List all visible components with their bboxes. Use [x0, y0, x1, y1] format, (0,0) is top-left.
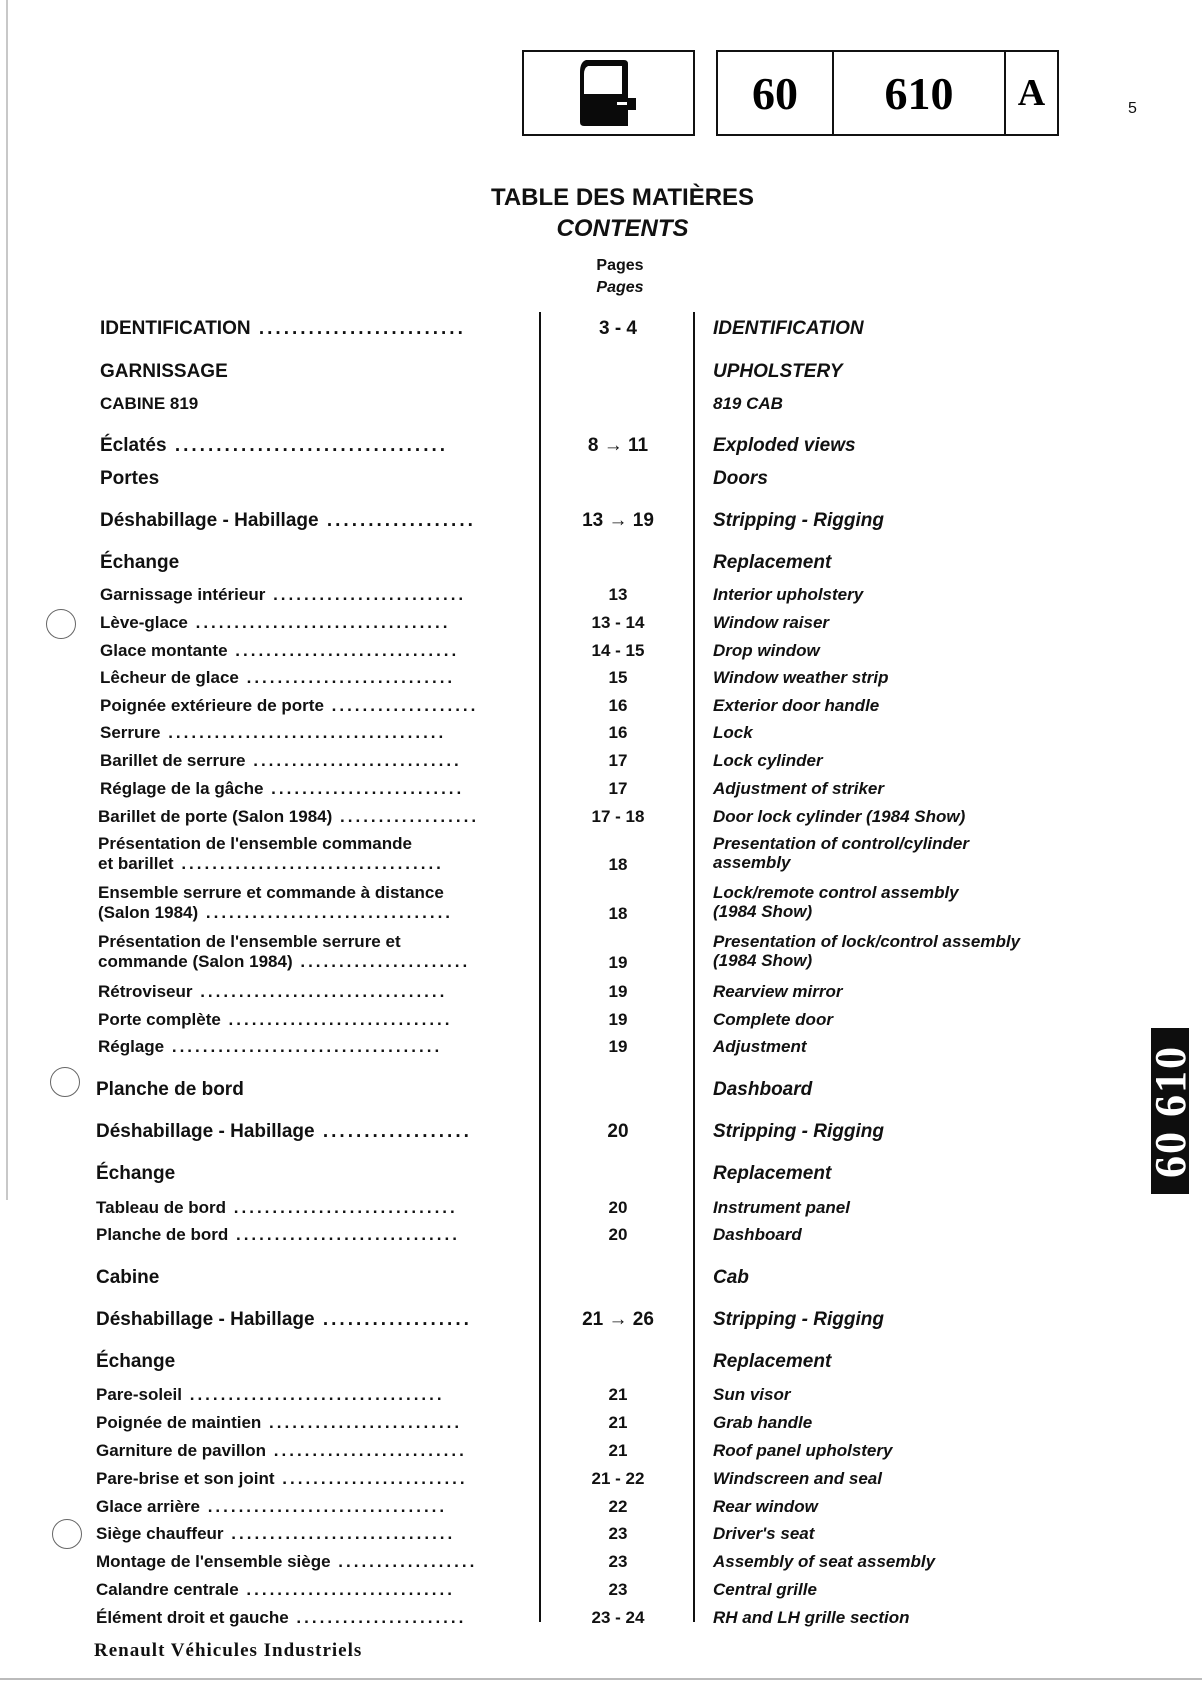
- toc-entry-fr: [96, 1225, 516, 1245]
- toc-entry-page: 21: [608, 1384, 628, 1404]
- toc-entry-page: 19: [608, 952, 628, 972]
- toc-entry-fr: [100, 510, 520, 533]
- toc-entry-page: 15: [608, 667, 628, 687]
- dot-leader: .............................: [227, 640, 460, 660]
- dot-leader: .........................: [250, 317, 466, 339]
- toc-entry-fr: [100, 696, 520, 716]
- toc-entry: [0, 1197, 1202, 1217]
- toc-entry-en: Adjustment: [713, 1036, 807, 1056]
- pages-header-en: Pages: [596, 279, 644, 296]
- toc-entry-page: 21 - 22: [591, 1468, 645, 1488]
- dot-leader: .................................: [187, 612, 451, 632]
- toc-entry-fr: [96, 1497, 516, 1517]
- toc-entry-page: 3 - 4: [598, 317, 638, 339]
- toc-entry-fr-text: GARNISSAGE: [100, 360, 228, 382]
- toc-entry-page: 21: [608, 1440, 628, 1460]
- toc-entry: [0, 434, 1202, 456]
- toc-entry-fr-text: Planche de bord .............................: [96, 1224, 460, 1244]
- toc-entry: [0, 551, 1202, 573]
- toc-entry-fr: [100, 318, 520, 341]
- toc-entry-en: Replacement: [713, 1162, 832, 1184]
- toc-entry: [0, 1308, 1202, 1330]
- pages-header: Pages: [596, 257, 644, 274]
- toc-entry-fr-text: Portes: [100, 467, 160, 489]
- toc-entry-page: 18: [608, 854, 628, 874]
- toc-entry-page: 23 - 24: [591, 1607, 645, 1627]
- toc-entry-fr-text: Garniture de pavillon .........................: [96, 1440, 467, 1460]
- toc-entry-en: Stripping - Rigging: [713, 1120, 884, 1142]
- toc-entry: [0, 667, 1202, 687]
- toc-entry: [0, 1162, 1202, 1184]
- toc-entry-page: 19: [608, 981, 628, 1001]
- toc-entry: [0, 931, 1202, 972]
- toc-entry-fr: [96, 1163, 516, 1186]
- toc-entry-page: 13 → 19: [582, 509, 654, 531]
- toc-entry: [0, 1468, 1202, 1488]
- toc-entry: [0, 882, 1202, 923]
- toc-entry: [0, 778, 1202, 798]
- binder-hole: [46, 609, 76, 639]
- toc-entry-fr-text: Cabine: [96, 1266, 160, 1288]
- toc-entry-en: Presentation of control/cylinder assembly: [713, 833, 969, 873]
- column-divider-left: [539, 312, 541, 1622]
- toc-entry-fr: [96, 1413, 516, 1433]
- toc-entry-page: 18: [608, 903, 628, 923]
- dot-leader: .........................: [263, 778, 465, 798]
- toc-entry-fr: [96, 1608, 516, 1628]
- toc-entry-en: Window raiser: [713, 612, 830, 632]
- toc-entry-fr-text-2: (Salon 1984) ................................: [98, 902, 454, 922]
- toc-entry-fr-text: IDENTIFICATION .........................: [100, 317, 466, 339]
- toc-entry: [0, 806, 1202, 826]
- toc-entry-fr: [100, 723, 520, 743]
- toc-entry: [0, 612, 1202, 632]
- toc-entry-fr-text: Élément droit et gauche ......................: [96, 1607, 467, 1627]
- toc-entry: [0, 467, 1202, 489]
- toc-entry: [0, 509, 1202, 531]
- toc-entry-fr: [96, 1441, 516, 1461]
- page-number: 5: [1128, 100, 1137, 117]
- toc-entry: [0, 1266, 1202, 1288]
- toc-entry-en: Complete door: [713, 1009, 833, 1029]
- toc-entry-page: 23: [608, 1551, 628, 1571]
- toc-entry-fr-text: Pare-soleil .................................: [96, 1384, 445, 1404]
- toc-entry-fr: [98, 834, 518, 875]
- dot-leader: ..................: [314, 1120, 472, 1142]
- toc-entry-page: 8 → 11: [587, 434, 649, 456]
- toc-entry: [0, 640, 1202, 660]
- dot-leader: ..................: [318, 509, 476, 531]
- toc-entry-fr-text: Glace montante .............................: [100, 640, 460, 660]
- toc-entry-page: 13: [608, 584, 628, 604]
- toc-entry-fr-text: Ensemble serrure et commande à distance: [98, 882, 444, 902]
- dot-leader: ..................: [332, 806, 480, 826]
- toc-entry-en: Sun visor: [713, 1384, 791, 1404]
- toc-entry-en: Drop window: [713, 640, 820, 660]
- toc-entry-page: 20: [608, 1197, 628, 1217]
- page-edge-bottom: [0, 1678, 1202, 1680]
- toc-entry-fr: [100, 641, 520, 661]
- toc-entry-fr-text: Échange: [96, 1162, 176, 1184]
- toc-entry: [0, 1078, 1202, 1100]
- dot-leader: ....................................: [160, 722, 447, 742]
- toc-entry: [0, 1350, 1202, 1372]
- toc-entry-en: Doors: [713, 467, 768, 489]
- toc-entry: [0, 1009, 1202, 1029]
- toc-entry-fr: [100, 585, 520, 605]
- toc-entry-page: 21 → 26: [582, 1308, 654, 1330]
- toc-entry-fr: [98, 982, 518, 1002]
- toc-entry: [0, 722, 1202, 742]
- toc-entry-fr-text: Siège chauffeur .............................: [96, 1523, 456, 1543]
- toc-entry-fr-text: Planche de bord: [96, 1078, 244, 1100]
- dot-leader: .............................: [220, 1009, 453, 1029]
- toc-entry-page: 16: [608, 695, 628, 715]
- toc-entry-en: Replacement: [713, 551, 832, 573]
- dot-leader: ...........................: [245, 750, 462, 770]
- binder-hole: [50, 1067, 80, 1097]
- toc-entry-en: Dashboard: [713, 1078, 813, 1100]
- toc-entry-fr-text: Garnissage intérieur .........................: [100, 584, 467, 604]
- toc-entry-page: 16: [608, 722, 628, 742]
- dot-leader: .................................: [166, 434, 449, 456]
- toc-entry-fr-text: Déshabillage - Habillage ..................: [96, 1308, 472, 1330]
- toc-entry-fr: [100, 751, 520, 771]
- toc-entry: [0, 317, 1202, 339]
- toc-entry-fr: [96, 1524, 516, 1544]
- toc-entry-fr: [100, 779, 520, 799]
- toc-entry-fr: [96, 1580, 516, 1600]
- toc-entry-en: IDENTIFICATION: [713, 317, 864, 339]
- toc-entry-fr: [100, 668, 520, 688]
- toc-entry-fr-text: Calandre centrale ...........................: [96, 1579, 455, 1599]
- toc-entry-fr: [100, 552, 520, 575]
- toc-entry-page: 23: [608, 1579, 628, 1599]
- toc-entry-fr: [96, 1121, 516, 1144]
- toc-entry-fr-text: Déshabillage - Habillage ..................: [100, 509, 476, 531]
- toc-entry: [0, 1607, 1202, 1627]
- toc-entry-fr: [96, 1385, 516, 1405]
- toc-entry: [0, 1412, 1202, 1432]
- toc-entry-page: 22: [608, 1496, 628, 1516]
- code-section: 60: [718, 52, 834, 134]
- page-title: TABLE DES MATIÈRES: [490, 184, 755, 211]
- toc-entry: [0, 1120, 1202, 1142]
- toc-entry-en: Door lock cylinder (1984 Show): [713, 806, 966, 826]
- toc-entry-fr-text: Barillet de porte (Salon 1984) ..................: [98, 806, 480, 826]
- toc-entry-fr: [100, 468, 520, 491]
- toc-entry-fr: [96, 1309, 516, 1332]
- dot-leader: ................................: [192, 981, 448, 1001]
- dot-leader: ..................: [330, 1551, 478, 1571]
- toc-entry-en: Lock cylinder: [713, 750, 823, 770]
- dot-leader: ...........................: [238, 667, 456, 687]
- toc-entry-fr: [100, 613, 520, 633]
- page-edge-left: [6, 0, 8, 1200]
- section-side-tab: 60 610: [1151, 1028, 1189, 1194]
- toc-entry-fr-text: Porte complète .............................: [98, 1009, 453, 1029]
- toc-entry-page: 14 - 15: [591, 640, 645, 660]
- toc-entry-en: Window weather strip: [713, 667, 889, 687]
- toc-entry-fr: [100, 361, 520, 384]
- toc-entry: [0, 1523, 1202, 1543]
- toc-entry: [0, 1224, 1202, 1244]
- toc-entry: [0, 1496, 1202, 1516]
- toc-entry: [0, 1036, 1202, 1056]
- toc-entry-en: Stripping - Rigging: [713, 1308, 884, 1330]
- toc-entry-fr-text-2: commande (Salon 1984) ......................: [98, 951, 471, 971]
- column-divider-right: [693, 312, 695, 1622]
- toc-entry-fr-text: Pare-brise et son joint ........................: [96, 1468, 468, 1488]
- toc-entry-fr: [98, 883, 518, 924]
- toc-entry-en: Lock: [713, 722, 753, 742]
- toc-entry-en: Exploded views: [713, 434, 856, 456]
- toc-entry-fr: [100, 435, 520, 458]
- toc-entry-page: 19: [608, 1036, 628, 1056]
- dot-leader: ...........................: [238, 1579, 455, 1599]
- dot-leader: ................................: [198, 902, 454, 922]
- dot-leader: ...............................: [199, 1496, 448, 1516]
- truck-cab-icon: [524, 52, 693, 134]
- toc-entry-fr: [96, 1198, 516, 1218]
- toc-entry-fr-text: Lève-glace .................................: [100, 612, 451, 632]
- binder-hole: [52, 1519, 82, 1549]
- toc-entry-page: 17: [608, 778, 628, 798]
- toc-entry-fr-text: Rétroviseur ................................: [98, 981, 448, 1001]
- toc-entry-fr: [100, 394, 520, 414]
- dot-leader: ........................: [274, 1468, 468, 1488]
- toc-entry-fr-text: Échange: [100, 551, 180, 573]
- dot-leader: .................................: [182, 1384, 445, 1404]
- cab-icon-box: [522, 50, 695, 136]
- toc-entry-en: Roof panel upholstery: [713, 1440, 893, 1460]
- toc-entry-fr: [98, 1037, 518, 1057]
- toc-entry-en: UPHOLSTERY: [713, 360, 843, 382]
- toc-entry-page: 21: [608, 1412, 628, 1432]
- toc-entry-page: 17 - 18: [591, 806, 645, 826]
- toc-entry-page: 13 - 14: [591, 612, 645, 632]
- dot-leader: .............................: [228, 1224, 460, 1244]
- toc-entry-fr: [96, 1079, 516, 1102]
- toc-entry-en: Grab handle: [713, 1412, 813, 1432]
- toc-entry-fr-text: Poignée extérieure de porte ...................: [100, 695, 479, 715]
- toc-entry-en: Cab: [713, 1266, 749, 1288]
- toc-entry-fr: [96, 1267, 516, 1290]
- document-code-box: [716, 50, 1059, 136]
- toc-entry-fr: [96, 1351, 516, 1374]
- toc-entry-fr-text: Éclatés .................................: [100, 434, 449, 456]
- toc-entry-en: Stripping - Rigging: [713, 509, 884, 531]
- toc-entry-fr-text: Montage de l'ensemble siège ..................: [96, 1551, 478, 1571]
- toc-entry: [0, 750, 1202, 770]
- toc-entry-fr-text: Serrure ....................................: [100, 722, 447, 742]
- toc-entry-fr: [98, 932, 518, 973]
- dot-leader: ...................: [323, 695, 479, 715]
- toc-entry: [0, 1384, 1202, 1404]
- toc-entry-en: Lock/remote control assembly (1984 Show): [713, 882, 959, 922]
- toc-entry-en: Central grille: [713, 1579, 817, 1599]
- toc-entry-en: Dashboard: [713, 1224, 802, 1244]
- dot-leader: ......................: [292, 951, 471, 971]
- dot-leader: ......................: [288, 1607, 467, 1627]
- toc-entry-fr-text: Réglage de la gâche .........................: [100, 778, 465, 798]
- toc-entry-fr-text: Échange: [96, 1350, 176, 1372]
- dot-leader: ..................: [314, 1308, 472, 1330]
- toc-entry-en: Rear window: [713, 1496, 818, 1516]
- publisher-footer: Renault Véhicules Industriels: [94, 1640, 363, 1661]
- code-subsection: 610: [834, 52, 1006, 134]
- toc-entry-fr-text-2: et barillet ..................................: [98, 853, 444, 873]
- dot-leader: ...................................: [164, 1036, 443, 1056]
- toc-entry: [0, 695, 1202, 715]
- toc-entry-fr-text: Poignée de maintien .........................: [96, 1412, 463, 1432]
- toc-entry-fr-text: Présentation de l'ensemble commande: [98, 833, 412, 853]
- toc-entry-en: Interior upholstery: [713, 584, 864, 604]
- dot-leader: .............................: [223, 1523, 456, 1543]
- toc-entry-page: 23: [608, 1523, 628, 1543]
- dot-leader: .........................: [265, 584, 467, 604]
- toc-entry-en: Adjustment of striker: [713, 778, 884, 798]
- toc-entry-page: 17: [608, 750, 628, 770]
- toc-entry: [0, 833, 1202, 874]
- toc-entry-fr-text: Présentation de l'ensemble serrure et: [98, 931, 401, 951]
- toc-entry-fr: [96, 1552, 516, 1572]
- toc-entry-fr-text: Barillet de serrure ...........................: [100, 750, 462, 770]
- page-title-en: CONTENTS: [556, 215, 689, 242]
- toc-entry: [0, 1579, 1202, 1599]
- toc-entry-en: Instrument panel: [713, 1197, 850, 1217]
- toc-entry: [0, 393, 1202, 413]
- toc-entry-fr-text: Réglage ...................................: [98, 1036, 443, 1056]
- toc-entry-en: Assembly of seat assembly: [713, 1551, 936, 1571]
- toc-entry-en: Exterior door handle: [713, 695, 880, 715]
- toc-entry: [0, 1551, 1202, 1571]
- toc-entry-en: 819 CAB: [713, 393, 783, 413]
- toc-entry-fr-text: CABINE 819: [100, 393, 199, 413]
- dot-leader: .........................: [266, 1440, 467, 1460]
- toc-entry-en: Replacement: [713, 1350, 832, 1372]
- toc-entry-fr-text: Déshabillage - Habillage ..................: [96, 1120, 472, 1142]
- code-edition: A: [1017, 72, 1046, 114]
- toc-entry: [0, 981, 1202, 1001]
- toc-entry-fr-text: Tableau de bord .............................: [96, 1197, 458, 1217]
- toc-entry-fr-text: Glace arrière ...............................: [96, 1496, 448, 1516]
- toc-entry-page: 20: [608, 1224, 628, 1244]
- toc-entry-en: RH and LH grille section: [713, 1607, 910, 1627]
- toc-entry-en: Presentation of lock/control assembly (1984 Show): [713, 931, 1021, 971]
- toc-entry-fr: [98, 807, 518, 827]
- dot-leader: ..................................: [173, 853, 444, 873]
- toc-entry-fr: [96, 1469, 516, 1489]
- toc-entry: [0, 584, 1202, 604]
- toc-entry: [0, 1440, 1202, 1460]
- toc-entry-en: Rearview mirror: [713, 981, 843, 1001]
- toc-entry: [0, 360, 1202, 382]
- dot-leader: .........................: [261, 1412, 463, 1432]
- toc-entry-fr-text: Lêcheur de glace ...........................: [100, 667, 456, 687]
- toc-entry-page: 20: [607, 1120, 629, 1142]
- toc-entry-en: Windscreen and seal: [713, 1468, 882, 1488]
- toc-entry-fr: [98, 1010, 518, 1030]
- toc-entry-page: 19: [608, 1009, 628, 1029]
- dot-leader: .............................: [226, 1197, 458, 1217]
- toc-entry-en: Driver's seat: [713, 1523, 815, 1543]
